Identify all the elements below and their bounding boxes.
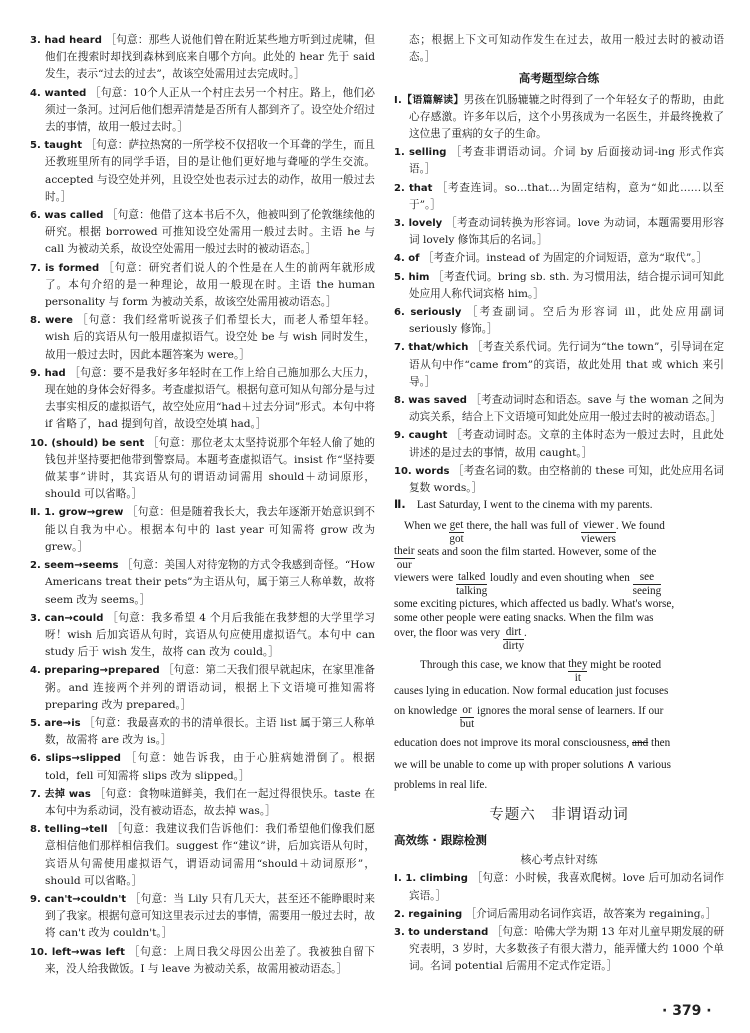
passage-text: we will be unable to come up with proper solutions — [394, 758, 624, 771]
answer-explanation: ［句意：他借了这本书后不久，他被叫到了伦敦继续他的研究。根据 borrowed 可推知设空处需用一般过去时。主语 he 与 call 为被动关系，故设空处需用一般过去时的被动语态。］ — [45, 209, 375, 256]
answer-item — [30, 207, 375, 259]
answer-label: 8. telling→tell — [30, 824, 108, 836]
passage-line — [394, 736, 724, 751]
answer-item — [394, 144, 724, 178]
answer-item — [394, 215, 724, 249]
answer-item — [30, 137, 375, 206]
passage-text: When we — [404, 519, 447, 532]
passage-text: on knowledge — [394, 705, 458, 718]
answer-label: 3. to understand — [394, 927, 489, 938]
passage-line: causes lying in education. Now formal education just focuses — [394, 684, 669, 697]
answer-explanation: ［句意：上周日我父母因公出差了。我被独自留下来，没人给我做饭。I 与 leave 为被动关系，故需用被动语态。］ — [45, 945, 375, 975]
answer-item — [30, 32, 375, 84]
answer-explanation: ［句意：当 Lily 只有几天大，甚至还不能睁眼时来到了我家。根据句意可知这里表示过去的事情，需要用一般过去时，故将 can't 改为 couldn't。］ — [45, 892, 376, 940]
original-word: get — [449, 518, 464, 531]
answer-explanation: ［考查非谓语动词。介词 by 后面接动词-ing 形式作宾语。］ — [409, 146, 724, 176]
answer-label: 1. selling — [394, 147, 447, 159]
corrected-word: dirty — [502, 639, 525, 652]
answer-item — [394, 924, 724, 976]
correction-mark — [568, 658, 587, 684]
answer-label: 5. taught — [30, 140, 83, 152]
passage-line: some exciting pictures, which affected us badly. What's worse, — [394, 597, 675, 610]
corrected-word: seeing — [632, 584, 662, 597]
answer-label: 2. that — [394, 182, 433, 194]
answer-item — [30, 891, 375, 943]
discourse-analysis-label: Ⅰ.【语篇解读】 — [394, 94, 464, 106]
page-number: · 379 · — [662, 1003, 712, 1019]
passage-text: various — [638, 758, 671, 771]
passage-text: then — [650, 737, 671, 750]
answer-explanation: ［句意：萨拉热窝的一所学校不仅招收一个耳聋的学生，而且还教班里所有的同学手语，目的是让他们更好地与聋哑的学生交流。accepted 与设空处并列，且设空处也表示过去的动作，故用一般过去时。］ — [45, 139, 375, 203]
passage-line — [394, 658, 724, 684]
answer-label: Ⅰ. 1. climbing — [394, 873, 468, 885]
answer-explanation: ［考查副词。空后为形容词 ill，此处应用副词 seriously 修饰。］ — [409, 306, 724, 336]
answer-label: 6. was called — [30, 210, 104, 222]
section-title: 高考题型综合练 — [518, 71, 600, 86]
answer-item — [30, 786, 375, 820]
answer-item — [394, 870, 724, 904]
answer-explanation: ［句意：我们经常听说孩子们希望长大，而老人希望年轻。wish 后的宾语从句一般用虚拟语气。设空处 be 与 wish 同时发生，故用一般过去时，因此本题答案为 were。］ — [45, 314, 375, 361]
left-column — [30, 32, 375, 979]
answer-item — [30, 662, 375, 714]
passage-text: there, the hall was full of — [466, 519, 579, 532]
answer-item — [394, 250, 724, 267]
answer-label: 2. seem→seems — [30, 560, 119, 572]
original-word: dirt — [503, 626, 524, 640]
answer-label: 7. that/which — [394, 342, 469, 354]
passage-text: . We found — [615, 519, 665, 532]
answer-label: 8. were — [30, 315, 73, 327]
answer-label: 7. is formed — [30, 262, 100, 274]
answer-item — [394, 392, 724, 426]
answer-label: 5. are→is — [30, 717, 81, 729]
answer-item — [30, 260, 375, 312]
answer-item — [30, 365, 375, 434]
original-word: their — [394, 544, 415, 557]
answer-label: 3. had heard — [30, 35, 102, 46]
chapter-answer-list — [394, 870, 724, 975]
answer-item — [30, 435, 375, 504]
answer-label: 4. of — [394, 253, 420, 265]
passage-marker: Ⅱ. — [394, 498, 406, 512]
passage-line — [394, 519, 724, 545]
answer-explanation: ［句意：我建议我们告诉他们：我们希望他们像我们愿意相信他们那样相信我们。suggest 作“建议”讲，后加宾语从句时，宾语从句需使用虚拟语气，谓语动词需用“should＋动词原形”，should 可以省略。］ — [45, 823, 375, 887]
answer-item — [394, 463, 724, 497]
passage-line: problems in real life. — [394, 779, 488, 792]
corrected-word: viewers — [581, 532, 616, 545]
passage-text: education does not improve its moral consciousness, — [394, 737, 630, 750]
correction-mark — [581, 519, 616, 545]
passage-line: some other people were eating snacks. When the film was — [394, 612, 654, 625]
passage-text: Through this case, we know that — [420, 658, 566, 671]
answer-explanation: ［句意：第二天我们很早就起床，在家里准备粥。and 连接两个并列的谓语动词，根据上下文语境可推知需将 preparing 改为 prepared。］ — [45, 664, 375, 711]
answer-explanation: ［句意：她告诉我，由于心脏病她滑倒了。根据 told，fell 可知需将 slips 改为 slipped。］ — [45, 752, 375, 782]
original-word: or — [460, 704, 474, 718]
answer-explanation: ［考查动词转换为形容词。love 为动词，本题需要用形容词 lovely 修饰其后的名词。］ — [409, 217, 724, 247]
correction-mark — [460, 704, 474, 730]
answer-label: 6. seriously — [394, 307, 462, 319]
answer-explanation: ［考查介词。instead of 为固定的介词短语，意为“取代”。］ — [422, 252, 708, 265]
answer-label: 9. caught — [394, 430, 448, 442]
insertion-caret: ∧ — [626, 756, 636, 771]
answer-explanation: ［句意：小时候，我喜欢爬树。love 后可加动名词作宾语。］ — [409, 872, 724, 902]
answer-explanation: ［句意：要不是我好多年轻时在工作上给自己施加那么大压力，现在她的身体会好得多。考查虚拟语气。根据句意可知从句部分是与过去事实相反的虚拟语气，故空处应用“had＋过去分词”形式。本句中将 if 省略了，had 提到句首，故设空处填 had。］ — [45, 366, 375, 431]
correction-mark — [449, 519, 463, 545]
original-word: they — [568, 657, 588, 670]
answer-explanation: ［句意：10个人正从一个村庄去另一个村庄。路上，他们必须过一条河。过河后他们想弄清楚是否所有人都到齐了。设空处介绍过去的事情，故用一般过去时。］ — [45, 86, 375, 134]
answer-label: 5. him — [394, 271, 430, 283]
answer-item — [30, 944, 375, 978]
corrected-word: got — [449, 532, 464, 545]
answer-label: Ⅱ. 1. grow→grew — [30, 507, 124, 519]
answer-item — [394, 180, 724, 214]
correction-mark — [456, 571, 487, 597]
answer-item — [30, 715, 375, 749]
answer-explanation: ［句意：食物味道鲜美，我们在一起过得很快乐。taste 在本句中为系动词，没有被动语态，故去掉 was。］ — [45, 787, 375, 817]
chapter-title: 专题六 非谓语动词 — [489, 806, 629, 823]
answer-label: 3. lovely — [394, 218, 443, 230]
answer-label: 7. 去掉 was — [30, 788, 91, 800]
answer-label: 6. slips→slipped — [30, 753, 121, 765]
answer-explanation: ［考查动词时态和语态。save 与 the woman 之间为动宾关系，结合上下文语境可知此处应用一般过去时的被动语态。］ — [409, 394, 724, 424]
corrected-word: but — [459, 718, 475, 731]
core-subtitle: 核心考点针对练 — [520, 853, 598, 867]
correction-mark — [633, 571, 662, 597]
passage-text: . — [524, 626, 527, 639]
answer-item — [30, 557, 375, 609]
answer-item — [394, 906, 724, 923]
answer-item — [30, 610, 375, 662]
discourse-analysis — [394, 92, 724, 144]
passage-line — [394, 498, 724, 513]
answer-explanation: ［句意：但是随着我长大，我去年逐渐开始意识到不能以自我为中心。根据本句中的 last year 可知需将 grow 改为 grew。］ — [45, 506, 375, 553]
deleted-word: and — [632, 737, 649, 750]
answer-explanation: ［句意：哈佛大学为期 13 年对儿童早期发展的研究表明，3 岁时，大多数孩子有很大潜力，能弄懂大约 1000 个单词。名词 potential 后需用不定式作定语。］ — [409, 926, 724, 973]
answer-item — [394, 304, 724, 338]
passage-line — [394, 704, 724, 730]
answer-explanation: ［句意：研究者们说人的个性是在人生的前两年就形成了。本句介绍的是一种理论，故用一般现在时。主语 the human personality 与 form 为被动关系，故该空处需用被动语态。］ — [45, 261, 376, 309]
passage-line — [394, 757, 724, 773]
answer-label: 4. preparing→prepared — [30, 665, 160, 677]
answer-item — [394, 339, 724, 391]
corrected-word: it — [574, 671, 581, 684]
passage-text: seats and soon the film started. However, some of the — [417, 545, 657, 558]
passage-text: Last Saturday, I went to the cinema with my parents. — [416, 499, 653, 512]
correction-passage — [394, 498, 724, 793]
correction-mark — [503, 626, 524, 652]
answer-explanation: ［考查名词的数。由空格前的 these 可知，此处应用名词复数 words。］ — [409, 464, 724, 495]
original-word: talked — [457, 570, 486, 583]
answer-label: 3. can→could — [30, 612, 104, 624]
answer-explanation: ［句意：我多希望 4 个月后我能在我梦想的大学里学习呀！wish 后加宾语从句时，宾语从句应使用虚拟语气。本句中 can study 后于 wish 发生，故将 can 改为 could。］ — [45, 611, 375, 659]
answer-explanation: ［句意：我最喜欢的书的清单很长。主语 list 属于第三人称单数，故需将 are 改为 is。］ — [45, 716, 375, 747]
original-word: viewer — [581, 519, 616, 533]
passage-text: might be rooted — [590, 658, 662, 671]
answer-item — [30, 821, 375, 890]
discourse-analysis-text: 男孩在饥肠辘辘之时得到了一个年轻女子的帮助，由此心存感激。许多年以后，这个小男孩成为一名医生，并最终挽救了这位患了重病的女子的生命。 — [409, 93, 724, 141]
passage-text: over, the floor was very — [394, 626, 501, 639]
answer-explanation: ［句意：那些人说他们曾在附近某些地方听到过虎啸，但他们在搜索时却找到森林到底来自哪个方向。此处的 hear 先于 said 发生，表示“过去的过去”，故该空处需用过去完成时。］ — [45, 34, 376, 81]
answer-explanation: ［考查关系代词。先行词为“the town”，引导词在定语从句中作“came from”的宾语，故此处用 that 或 which 来引导。］ — [409, 341, 724, 388]
answer-item — [30, 750, 375, 784]
passage-text: ignores the moral sense of learners. If our — [476, 705, 664, 718]
answer-label: 9. can't→couldn't — [30, 893, 127, 905]
corrected-word: talking — [456, 584, 488, 597]
answer-explanation: ［介词后需用动名词作宾语，故答案为 regaining。］ — [465, 907, 717, 920]
answer-label: 10. (should) be sent — [30, 437, 145, 449]
answer-label: 8. was saved — [394, 395, 467, 407]
left-answer-list — [30, 32, 375, 978]
original-word: see — [633, 571, 662, 585]
answer-item — [30, 85, 375, 137]
correction-mark — [394, 545, 415, 571]
answer-explanation: ［考查动词时态。文章的主体时态为一般过去时，且此处讲述的是过去的事情，故用 caught。］ — [409, 429, 725, 459]
answer-item — [30, 504, 375, 556]
right-answer-list — [394, 144, 724, 497]
answer-item — [394, 427, 724, 461]
right-column — [394, 32, 724, 977]
continuation-text: 态；根据上下文可知动作发生在过去，故用一般过去时的被动语态。］ — [409, 34, 724, 64]
passage-line — [394, 571, 724, 597]
answer-label: 9. had — [30, 367, 66, 379]
answer-item — [30, 312, 375, 364]
answer-explanation: ［考查连词。so…that…为固定结构，意为“如此……以至于”。］ — [409, 181, 724, 211]
answer-label: 4. wanted — [30, 87, 87, 99]
answer-item — [394, 269, 724, 303]
answer-explanation: ［考查代词。bring sb. sth. 为习惯用法，结合提示词可知此处应用人称代词宾格 him。］ — [409, 270, 724, 300]
corrected-word: our — [396, 558, 412, 571]
passage-text: viewers were — [394, 571, 454, 584]
passage-line — [394, 545, 724, 571]
passage-line — [394, 626, 724, 652]
practice-subtitle: 高效练 · 跟踪检测 — [394, 832, 487, 847]
answer-label: 10. words — [394, 465, 450, 477]
answer-label: 2. regaining — [394, 908, 463, 920]
passage-text: loudly and even shouting when — [490, 571, 630, 584]
answer-explanation: ［句意：美国人对待宠物的方式令我感到奇怪。“How Americans treat their pets”为主语从句，属于第三人称单数，故将 seem 改为 seems。］ — [45, 559, 375, 606]
answer-explanation: ［句意：那位老太太坚持说那个年轻人偷了她的钱包并坚持要把他带到警察局。本题考查虚拟语气。insist 作“坚持要做某事”讲时，其宾语从句的谓语动词需用 should＋动词原形，should 可以省略。］ — [45, 436, 375, 501]
answer-label: 10. left→was left — [30, 946, 125, 958]
